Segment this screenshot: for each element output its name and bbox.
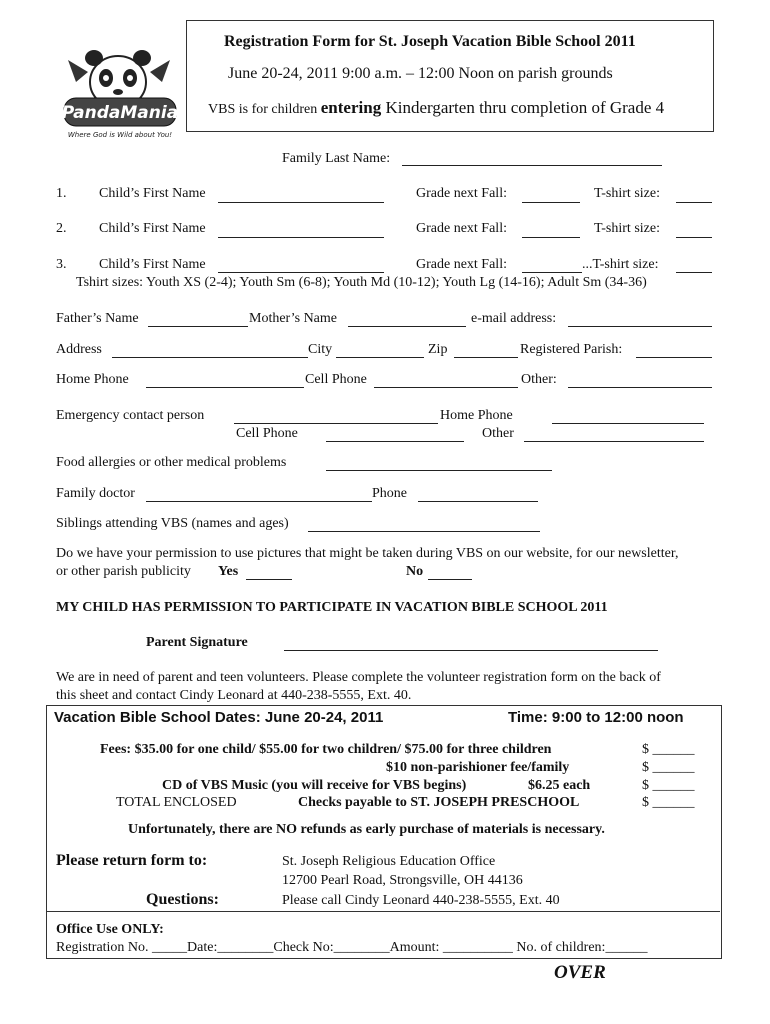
tshirt-sizes: Tshirt sizes: Youth XS (2-4); Youth Sm (6-8); Youth Md (10-12); Youth Lg (14-16); Adult Sm (34-36) [76,275,647,290]
other-phone-field[interactable] [568,387,712,388]
eligibility-emphasis: entering [320,98,382,117]
total-amount-field[interactable]: $ ______ [642,795,695,810]
svg-text:PandaMania: PandaMania [61,103,179,123]
over-label: OVER [554,962,606,983]
child-name-field[interactable] [218,202,384,203]
child-name-field[interactable] [218,237,384,238]
grade-label: Grade next Fall: [416,186,507,201]
other-phone-label: Other: [521,372,557,387]
siblings-label: Siblings attending VBS (names and ages) [56,516,289,531]
questions-contact: Please call Cindy Leonard 440-238-5555, Ext. 40 [282,893,560,908]
tshirt-field[interactable] [676,272,712,273]
return-address: 12700 Pearl Road, Strongsville, OH 44136 [282,873,523,888]
city-field[interactable] [336,357,424,358]
home-phone-field[interactable] [146,387,304,388]
emergency-label: Emergency contact person [56,408,205,423]
child-name-field[interactable] [218,272,384,273]
tshirt-label: ...T-shirt size: [582,257,659,272]
emergency-other-label: Other [482,426,514,441]
mother-field[interactable] [348,326,466,327]
photo-no-label: No [406,564,424,579]
father-field[interactable] [148,326,248,327]
cell-phone-label: Cell Phone [305,372,367,387]
svg-text:Where God is Wild about You!: Where God is Wild about You! [67,131,173,139]
allergies-field[interactable] [326,470,552,471]
parish-field[interactable] [636,357,712,358]
grade-label: Grade next Fall: [416,257,507,272]
child-num: 3. [56,257,67,272]
return-label: Please return form to: [56,852,208,869]
photo-permission-question-2: or other parish publicity [56,564,191,579]
office-use-title: Office Use ONLY: [56,922,164,937]
address-field[interactable] [112,357,308,358]
child-num: 2. [56,221,67,236]
family-name-label: Family Last Name: [282,151,391,166]
father-label: Father’s Name [56,311,139,326]
child-num: 1. [56,186,67,201]
emergency-name-field[interactable] [234,423,438,424]
emergency-cell-label: Cell Phone [236,426,298,441]
pandamania-logo [58,42,180,142]
tshirt-label: T-shirt size: [594,186,660,201]
parent-signature-label: Parent Signature [146,635,248,650]
questions-label: Questions: [146,891,219,908]
emergency-home-label: Home Phone [440,408,513,423]
doctor-label: Family doctor [56,486,135,501]
photo-permission-question: Do we have your permission to use pictures that might be taken during VBS on our website, for our newsletter, [56,546,679,561]
grade-field[interactable] [522,237,580,238]
tshirt-field[interactable] [676,202,712,203]
office-use-fields: Registration No. _____Date:________Check No:________Amount: __________ No. of children:______ [56,940,648,955]
doctor-phone-label: Phone [372,486,407,501]
allergies-label: Food allergies or other medical problems [56,455,287,470]
email-label: e-mail address: [471,311,557,326]
email-field[interactable] [568,326,712,327]
child-name-label: Child’s First Name [99,221,206,236]
vbs-time: Time: 9:00 to 12:00 noon [508,709,684,726]
child-name-label: Child’s First Name [99,186,206,201]
doctor-field[interactable] [146,501,372,502]
tshirt-label: T-shirt size: [594,221,660,236]
siblings-field[interactable] [308,531,540,532]
emergency-cell-field[interactable] [326,441,464,442]
emergency-home-field[interactable] [552,423,704,424]
eligibility-suffix: Kindergarten thru completion of Grade 4 [381,98,665,117]
fees-line: Fees: $35.00 for one child/ $55.00 for two children/ $75.00 for three children [100,742,552,757]
participate-statement: MY CHILD HAS PERMISSION TO PARTICIPATE IN VACATION BIBLE SCHOOL 2011 [56,600,608,615]
photo-yes-label: Yes [218,564,239,579]
grade-label: Grade next Fall: [416,221,507,236]
fee-amount-field[interactable]: $ ______ [642,742,695,757]
zip-label: Zip [428,342,448,357]
non-parishioner-fee: $10 non-parishioner fee/family [386,760,570,775]
address-label: Address [56,342,102,357]
nonparish-amount-field[interactable]: $ ______ [642,760,695,775]
zip-field[interactable] [454,357,518,358]
cd-amount-field[interactable]: $ ______ [642,778,695,793]
parish-label: Registered Parish: [520,342,623,357]
cell-phone-field[interactable] [374,387,518,388]
cd-music: CD of VBS Music (you will receive for VBS begins) [162,778,467,793]
volunteers-text-2: this sheet and contact Cindy Leonard at 440-238-5555, Ext. 40. [56,688,412,703]
tshirt-field[interactable] [676,237,712,238]
home-phone-label: Home Phone [56,372,129,387]
doctor-phone-field[interactable] [418,501,538,502]
event-dates: June 20-24, 2011 9:00 a.m. – 12:00 Noon on parish grounds [228,65,613,82]
cd-price: $6.25 each [528,778,591,793]
checks-payable: Checks payable to ST. JOSEPH PRESCHOOL [298,795,580,810]
photo-yes-field[interactable] [246,579,292,580]
photo-no-field[interactable] [428,579,472,580]
mother-label: Mother’s Name [249,311,337,326]
refund-notice: Unfortunately, there are NO refunds as early purchase of materials is necessary. [128,822,605,837]
volunteers-text: We are in need of parent and teen volunteers. Please complete the volunteer registration form on the back of [56,670,661,685]
grade-field[interactable] [522,272,582,273]
parent-signature-field[interactable] [284,650,658,651]
child-name-label: Child’s First Name [99,257,206,272]
total-enclosed-label: TOTAL ENCLOSED [116,795,237,810]
eligibility-prefix: VBS is for children [208,102,321,117]
return-office: St. Joseph Religious Education Office [282,854,496,869]
emergency-other-field[interactable] [524,441,704,442]
family-name-field[interactable] [402,165,662,166]
vbs-dates: Vacation Bible School Dates: June 20-24, 2011 [54,709,384,726]
grade-field[interactable] [522,202,580,203]
form-title: Registration Form for St. Joseph Vacation Bible School 2011 [224,33,636,50]
city-label: City [308,342,333,357]
eligibility [208,98,664,118]
